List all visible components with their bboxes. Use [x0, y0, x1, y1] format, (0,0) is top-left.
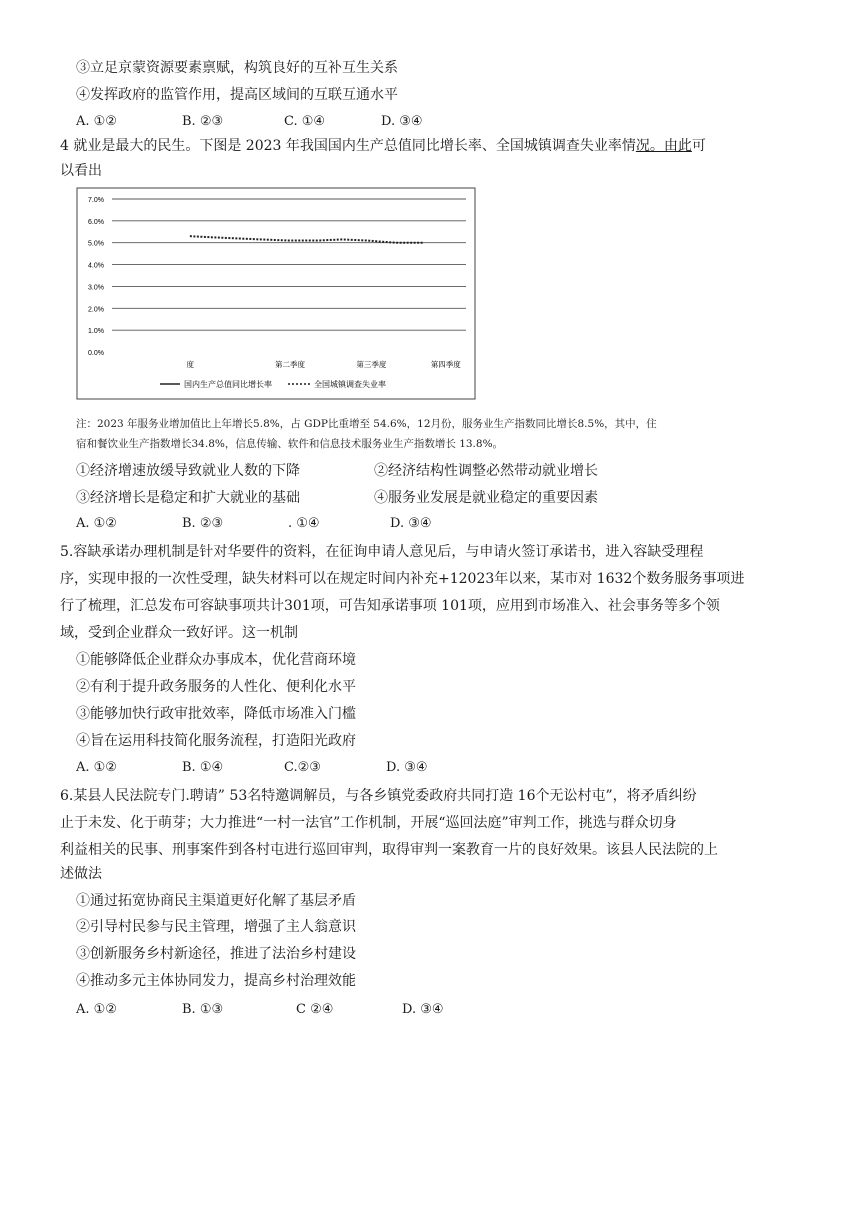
q5-stem-line-2: 序，实现申报的一次性受理，缺失材料可以在规定时间内补充+12023年以来，某市对 1632个数务服务事项进	[60, 571, 745, 587]
q4-note-line-1: 注：2023 年服务业增加值比上年增长5.8%，占 GDP比重增至 54.6%，12月份，服务业生产指数同比增长8.5%，其中，住	[76, 418, 657, 430]
q5-option-a[interactable]: A. ①②	[76, 760, 117, 775]
q4-option-d[interactable]: D. ③④	[390, 516, 432, 531]
q6-option-a[interactable]: A. ①②	[76, 1002, 117, 1017]
y-tick-label: 2.0%	[88, 306, 104, 314]
q5-option-b[interactable]: B. ①④	[182, 760, 224, 775]
q5-stem-line-4: 域，受到企业群众一致好评。这一机制	[60, 625, 298, 641]
y-tick-label: 7.0%	[88, 197, 104, 204]
q4-stem-line-1: 4 就业是最大的民生。下图是 2023 年我国国内生产总值同比增长率、全国城镇调查失业率情况。由此可	[60, 138, 706, 154]
q6-stem-line-3: 利益相关的民事、刑事案件到各村屯进行巡回审判，取得审判一案教育一片的良好效果。该县人民法院的上	[60, 842, 718, 858]
q6-option-c[interactable]: C ②④	[296, 1002, 334, 1017]
y-tick-label: 0.0%	[88, 350, 104, 357]
q6-option-b[interactable]: B. ①③	[182, 1002, 224, 1017]
q3-item-4: ④发挥政府的监管作用，提高区域间的互联互通水平	[76, 87, 398, 103]
q4-item-3: ③经济增长是稳定和扩大就业的基础	[76, 490, 300, 506]
q5-option-d[interactable]: D. ③④	[386, 760, 428, 775]
y-tick-label: 6.0%	[88, 218, 104, 226]
x-category-label: 第三季度	[356, 360, 387, 369]
q4-item-1: ①经济增速放缓导致就业人数的下降	[76, 463, 300, 479]
q4-note-line-2: 宿和餐饮业生产指数增长34.8%，信息传输、软件和信息技术服务业生产指数增长 13.8%。	[76, 438, 504, 450]
y-tick-label: 4.0%	[88, 262, 104, 270]
q5-item-2: ②有利于提升政务服务的人性化、便利化水平	[76, 679, 356, 695]
x-category-label: 度	[186, 360, 194, 369]
q6-stem-line-4: 述做法	[60, 866, 102, 882]
q4-item-4: ④服务业发展是就业稳定的重要因素	[374, 490, 598, 506]
x-category-label: 第四季度	[430, 360, 461, 369]
q5-item-4: ④旨在运用科技简化服务流程，打造阳光政府	[76, 733, 356, 749]
q6-item-4: ④推动多元主体协同发力，提高乡村治理效能	[76, 973, 356, 989]
y-tick-label: 5.0%	[88, 240, 104, 248]
q6-stem-line-1: 6.某县人民法院专门.聘请” 53名特邀调解员，与各乡镇党委政府共同打造 16个无讼村屯”，将矛盾纠纷	[60, 788, 697, 804]
y-tick-label: 3.0%	[88, 284, 104, 292]
y-tick-label: 1.0%	[88, 328, 104, 336]
q3-option-c[interactable]: C. ①④	[284, 114, 326, 129]
q4-option-b[interactable]: B. ②③	[182, 516, 224, 531]
q4-option-a[interactable]: A. ①②	[76, 516, 117, 531]
gdp-unemployment-chart	[76, 187, 476, 400]
q4-item-2: ②经济结构性调整必然带动就业增长	[374, 463, 598, 479]
q6-item-3: ③创新服务乡村新途径，推进了法治乡村建设	[76, 946, 356, 962]
x-category-label: 第二季度	[275, 360, 305, 369]
q3-option-d[interactable]: D. ③④	[381, 114, 423, 129]
q5-option-c[interactable]: C.②③	[284, 760, 321, 775]
q5-item-1: ①能够降低企业群众办事成本，优化营商环境	[76, 652, 356, 668]
q6-item-2: ②引导村民参与民主管理，增强了主人翁意识	[76, 919, 356, 935]
q6-stem-line-2: 止于未发、化于萌芽；大力推进“一村一法官”工作机制，开展“巡回法庭”审判工作，挑选与群众切身	[60, 815, 677, 831]
q6-item-1: ①通过拓宽协商民主渠道更好化解了基层矛盾	[76, 893, 356, 909]
q3-item-3: ③立足京蒙资源要素禀赋，构筑良好的互补互生关系	[76, 60, 398, 76]
q3-option-a[interactable]: A. ①②	[76, 114, 117, 129]
q4-stem-line-2: 以看出	[60, 163, 102, 179]
legend-label-unemployment: 全国城镇调查失业率	[314, 380, 386, 389]
q4-option-c[interactable]: . ①④	[288, 516, 320, 531]
q6-option-d[interactable]: D. ③④	[402, 1002, 444, 1017]
legend-label-gdp: 国内生产总值同比增长率	[184, 380, 272, 389]
q5-stem-line-1: 5.容缺承诺办理机制是针对华要件的资料，在征询申请人意见后，与申请火签订承诺书，进入容缺受理程	[60, 544, 704, 560]
q3-option-b[interactable]: B. ②③	[182, 114, 224, 129]
q5-item-3: ③能够加快行政审批效率，降低市场准入门槛	[76, 706, 356, 722]
q5-stem-line-3: 行了梳理，汇总发布可容缺事项共计301项，可告知承诺事项 101项，应用到市场准入、社会事务等多个领	[60, 598, 720, 614]
